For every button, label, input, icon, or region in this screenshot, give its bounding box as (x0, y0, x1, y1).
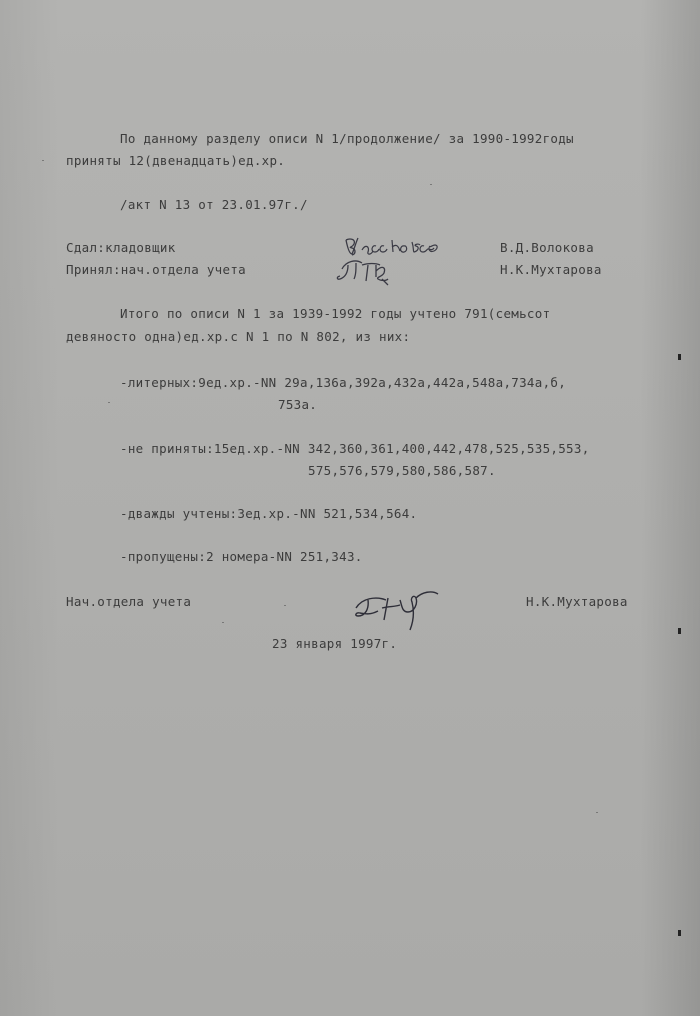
speck (596, 812, 598, 813)
total-line-1: Итого по описи N 1 за 1939-1992 годы учтено 791(семьсот (120, 306, 551, 321)
act-reference: /акт N 13 от 23.01.97г./ (120, 197, 308, 212)
scan-mark (678, 628, 681, 634)
handed-over-label: Сдал:кладовщик (66, 240, 176, 255)
document-date: 23 января 1997г. (272, 636, 398, 651)
literal-items-line-2: 753а. (278, 397, 318, 412)
handwritten-name-signature (340, 232, 460, 262)
speck (108, 402, 110, 403)
footer-title: Нач.отдела учета (66, 594, 192, 609)
skipped-numbers-line: -пропущены:2 номера-NN 251,343. (120, 549, 363, 564)
receiver-signature (334, 255, 414, 287)
received-name: Н.К.Мухтарова (500, 262, 602, 277)
total-line-2: девяносто одна)ед.хр.с N 1 по N 802, из них: (66, 329, 411, 344)
not-accepted-line-2: 575,576,579,580,586,587. (308, 463, 496, 478)
footer-signature (352, 586, 448, 636)
speck (222, 622, 224, 623)
speck (430, 184, 432, 185)
footer-name: Н.К.Мухтарова (526, 594, 628, 609)
speck (42, 160, 44, 161)
double-counted-line: -дважды учтены:3ед.хр.-NN 521,534,564. (120, 506, 418, 521)
scan-mark (678, 930, 681, 936)
paragraph-line-2: приняты 12(двенадцать)ед.хр. (66, 153, 286, 168)
received-label: Принял:нач.отдела учета (66, 262, 246, 277)
not-accepted-line-1: -не приняты:15ед.хр.-NN 342,360,361,400,442,478,525,535,553, (120, 441, 590, 456)
paragraph-line-1: По данному разделу описи N 1/продолжение/ за 1990-1992годы (120, 131, 574, 146)
scan-mark (678, 354, 681, 360)
speck (284, 605, 286, 606)
handed-over-name: В.Д.Волокова (500, 240, 594, 255)
literal-items-line-1: -литерных:9ед.хр.-NN 29а,136а,392а,432а,442а,548а,734а,б, (120, 375, 567, 390)
